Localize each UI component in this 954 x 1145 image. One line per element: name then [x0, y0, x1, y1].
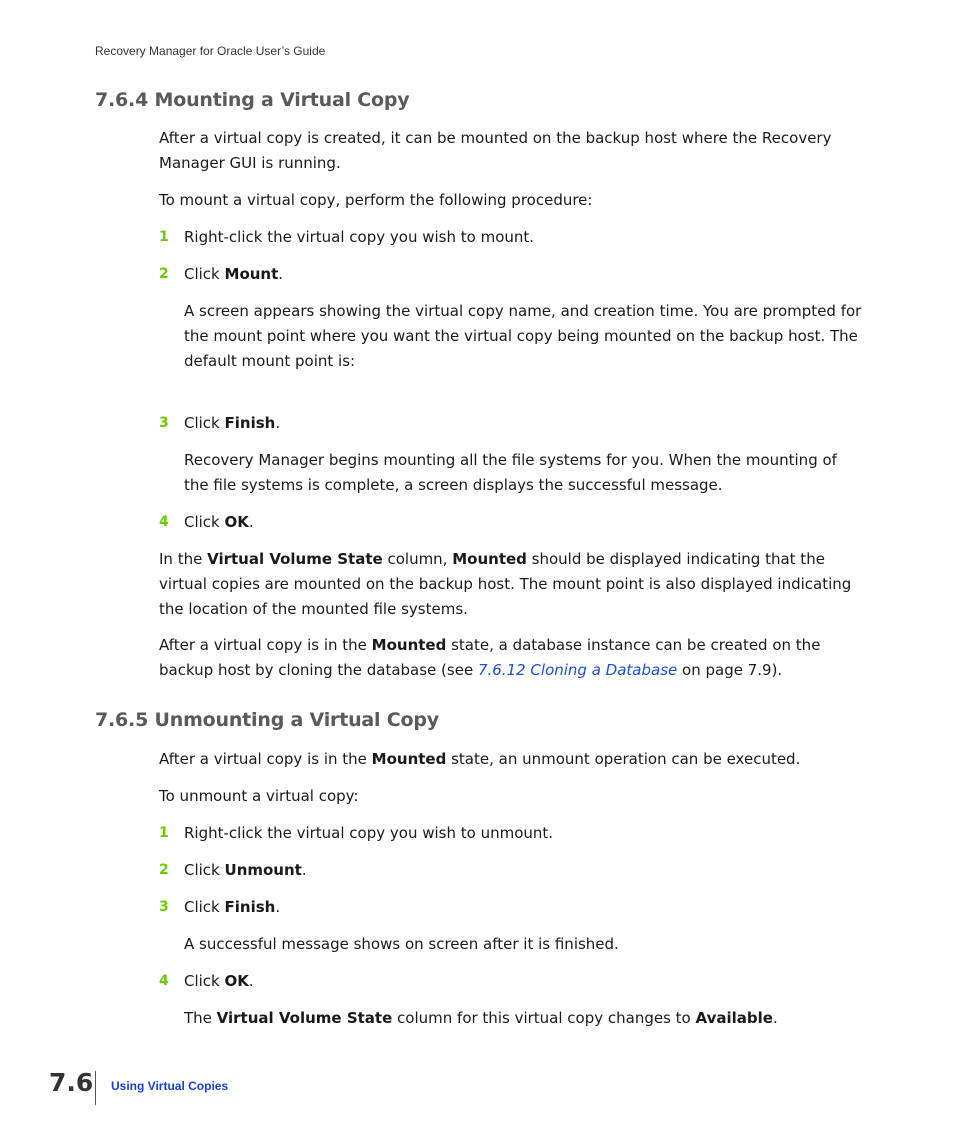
mount-intro-paragraph: After a virtual copy is created, it can be mounted on the backup host where the Recovery Manager GUI is running.	[159, 129, 832, 172]
step-text: Click OK.	[184, 513, 254, 531]
step-number: 1	[159, 229, 169, 245]
step-text: Click Unmount.	[184, 861, 307, 879]
unmount-procedure-intro: To unmount a virtual copy:	[159, 787, 359, 805]
step-number: 3	[159, 415, 169, 431]
ui-term-ok: OK	[224, 513, 249, 531]
step-text: Click Mount.	[184, 265, 284, 283]
page-number: 7.6	[49, 1068, 94, 1097]
ui-term-finish: Finish	[224, 414, 276, 432]
step-number: 1	[159, 825, 169, 841]
mount-step-3-detail: Recovery Manager begins mounting all the file systems for you. When the mounting of the file systems is complete, a screen displays the successful message.	[184, 451, 837, 494]
ui-term-unmount: Unmount	[224, 861, 302, 879]
section-heading-mounting: 7.6.4 Mounting a Virtual Copy	[95, 89, 410, 111]
step-number: 2	[159, 266, 169, 282]
step-text: Click OK.	[184, 972, 254, 990]
running-header: Recovery Manager for Oracle User’s Guide	[95, 44, 326, 58]
mount-step-2-detail: A screen appears showing the virtual copy name, and creation time. You are prompted for the mount point where you want the virtual copy being mounted on the backup host. The default mount point is:	[184, 302, 862, 370]
step-number: 2	[159, 862, 169, 878]
step-text: Click Finish.	[184, 898, 281, 916]
footer-chapter-link[interactable]: Using Virtual Copies	[111, 1079, 229, 1093]
available-state-paragraph: The Virtual Volume State column for this virtual copy changes to Available.	[184, 1009, 778, 1027]
ui-term-finish: Finish	[224, 898, 276, 916]
footer-divider	[95, 1071, 96, 1105]
section-heading-unmounting: 7.6.5 Unmounting a Virtual Copy	[95, 709, 439, 731]
step-number: 4	[159, 514, 169, 530]
step-number: 4	[159, 973, 169, 989]
ui-term-mount: Mount	[224, 265, 279, 283]
ui-term-ok: OK	[224, 972, 249, 990]
step-text: Right-click the virtual copy you wish to mount.	[184, 228, 535, 246]
cross-reference-link[interactable]: 7.6.12 Cloning a Database	[477, 661, 678, 679]
mount-procedure-intro: To mount a virtual copy, perform the following procedure:	[159, 191, 593, 209]
step-text: Click Finish.	[184, 414, 281, 432]
mounted-state-paragraph: In the Virtual Volume State column, Mounted should be displayed indicating that the virtual copies are mounted on the backup host. The mount point is also displayed indicating the location of the mounted file systems.	[159, 550, 852, 618]
step-text: Right-click the virtual copy you wish to unmount.	[184, 824, 554, 842]
step-number: 3	[159, 899, 169, 915]
unmount-step-3-detail: A successful message shows on screen after it is finished.	[184, 935, 619, 953]
unmount-intro-paragraph: After a virtual copy is in the Mounted state, an unmount operation can be executed.	[159, 750, 801, 768]
clone-database-paragraph: After a virtual copy is in the Mounted state, a database instance can be created on the backup host by cloning the database (see 7.6.12 Cloning a Database on page 7.9).	[159, 636, 821, 679]
